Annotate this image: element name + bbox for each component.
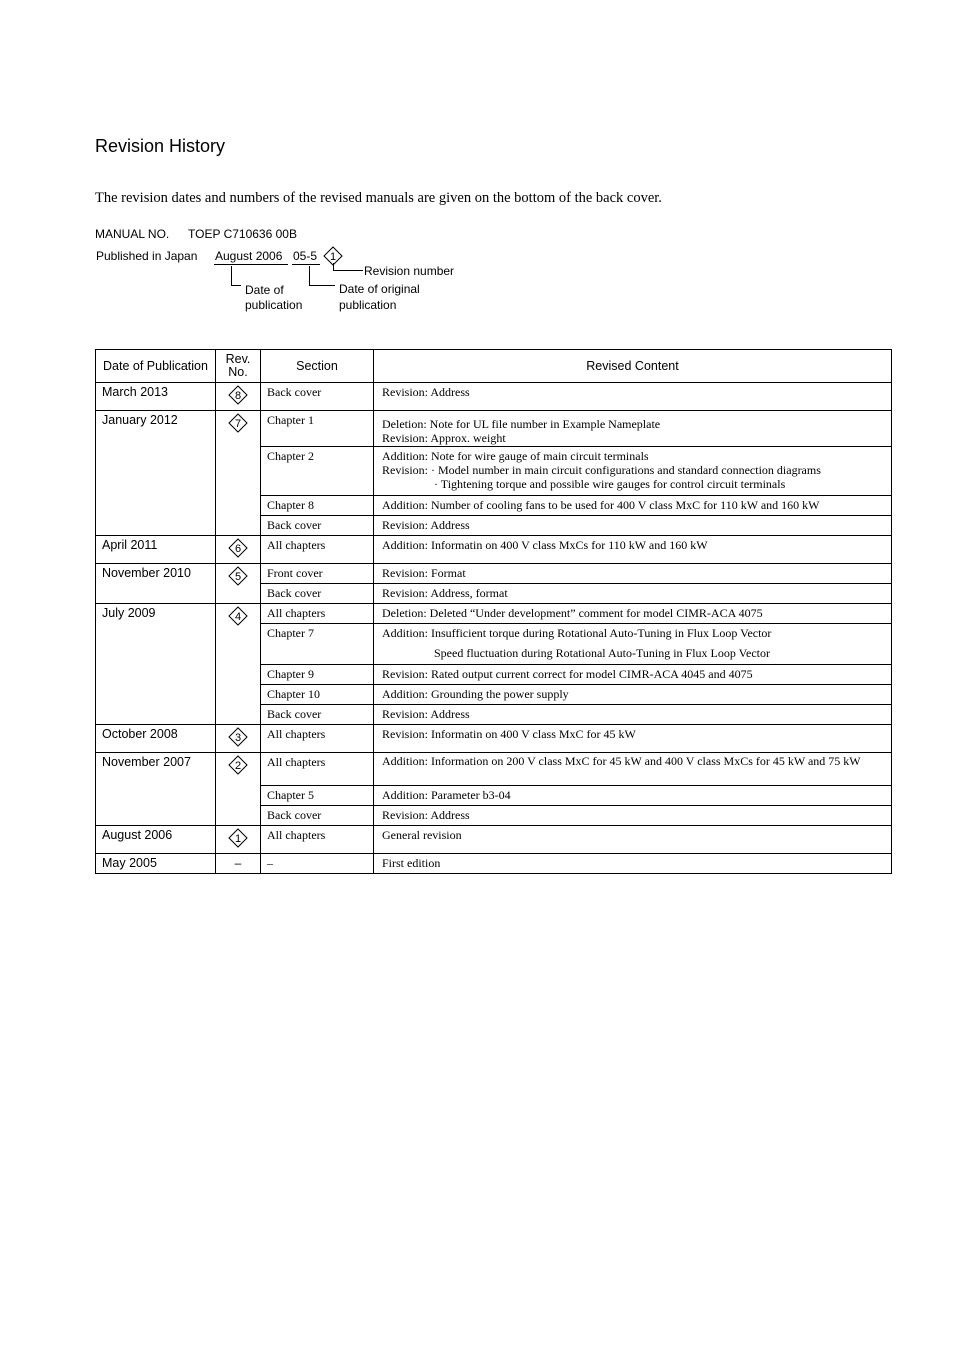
- table-row: [96, 725, 892, 753]
- content-cell: Addition: Number of cooling fans to be used for 400 V class MxC for 110 kW and 160 kW: [374, 496, 892, 516]
- section-cell: Chapter 10: [261, 685, 374, 705]
- table-row: [96, 604, 892, 624]
- date-cell: November 2007: [96, 753, 216, 826]
- content-cell: Revision: Address, format: [374, 584, 892, 604]
- header-rev-2: No.: [228, 365, 248, 379]
- rev-cell: [216, 725, 261, 753]
- published-label: Published in Japan: [96, 249, 198, 263]
- section-cell: Back cover: [261, 806, 374, 826]
- rev-number-connector-h: [333, 270, 363, 271]
- section-cell: All chapters: [261, 826, 374, 854]
- original-connector: [309, 266, 310, 286]
- content-cell: Revision: Address: [374, 516, 892, 536]
- revision-diamond-icon: [228, 755, 248, 775]
- intro-text: The revision dates and numbers of the revised manuals are given on the bottom of the back cover.: [95, 190, 662, 206]
- date-of-original-label-1: Date of original: [339, 282, 420, 296]
- section-cell: Front cover: [261, 564, 374, 584]
- content-cell: Addition: Informatin on 400 V class MxCs for 110 kW and 160 kW: [374, 536, 892, 564]
- svg-text:6: 6: [234, 543, 242, 555]
- table-row: [96, 826, 892, 854]
- date-cell: March 2013: [96, 383, 216, 411]
- content-cell: Deletion: Deleted “Under development” comment for model CIMR-ACA 4075: [374, 604, 892, 624]
- revision-diamond-icon: [228, 385, 248, 405]
- date-connector: [231, 266, 232, 286]
- section-cell: Back cover: [261, 383, 374, 411]
- header-section: Section: [261, 350, 374, 383]
- revision-diamond-icon: [228, 606, 248, 626]
- original-code: 05-5: [293, 249, 318, 263]
- svg-text:2: 2: [234, 760, 242, 772]
- rev-cell: [216, 604, 261, 725]
- rev-cell: [216, 536, 261, 564]
- header-date: Date of Publication: [96, 350, 216, 383]
- content-cell: Addition: Parameter b3-04: [374, 786, 892, 806]
- content-cell: Revision: Rated output current correct for model CIMR-ACA 4045 and 4075: [374, 665, 892, 685]
- rev-cell: [216, 826, 261, 854]
- content-cell: General revision: [374, 826, 892, 854]
- content-cell: Revision: Address: [374, 383, 892, 411]
- original-code-underline: [292, 264, 320, 265]
- revision-table: [95, 349, 892, 874]
- section-cell: Back cover: [261, 705, 374, 725]
- section-cell: Chapter 1: [261, 411, 374, 447]
- section-cell: Back cover: [261, 516, 374, 536]
- manual-no-value: TOEP C710636 00B: [188, 227, 297, 241]
- section-cell: Chapter 7: [261, 624, 374, 665]
- section-cell: All chapters: [261, 753, 374, 786]
- revision-diamond-icon: [228, 727, 248, 747]
- svg-text:1: 1: [234, 833, 242, 845]
- rev-cell: [216, 753, 261, 826]
- rev-cell: [216, 564, 261, 604]
- date-cell: April 2011: [96, 536, 216, 564]
- published-date-underline: [214, 264, 288, 265]
- date-cell: October 2008: [96, 725, 216, 753]
- content-cell: Revision: Address: [374, 806, 892, 826]
- date-cell: July 2009: [96, 604, 216, 725]
- svg-text:3: 3: [234, 732, 242, 744]
- content-cell: Addition: Note for wire gauge of main circuit terminals Revision: · Model number in main circuit configurations and standard connection diagrams · Tightening torque and possible wire gauges for control circuit terminals: [374, 447, 892, 496]
- section-cell: Chapter 8: [261, 496, 374, 516]
- svg-text:4: 4: [234, 611, 242, 623]
- table-header-row: [96, 350, 892, 383]
- revision-diamond-icon: [228, 566, 248, 586]
- date-of-original-label-2: publication: [339, 298, 397, 312]
- section-cell: Back cover: [261, 584, 374, 604]
- rev-cell: [216, 383, 261, 411]
- svg-text:8: 8: [234, 390, 242, 402]
- header-content: Revised Content: [374, 350, 892, 383]
- content-cell: Addition: Grounding the power supply: [374, 685, 892, 705]
- revision-number-label: Revision number: [364, 264, 455, 278]
- revision-symbol-number: 1: [329, 251, 337, 263]
- content-cell: Revision: Informatin on 400 V class MxC for 45 kW: [374, 725, 892, 753]
- section-cell: –: [261, 854, 374, 874]
- content-cell: Addition: Information on 200 V class MxC for 45 kW and 400 V class MxCs for 45 kW and 75 kW: [374, 753, 892, 786]
- table-row: [96, 753, 892, 786]
- table-row: [96, 383, 892, 411]
- published-date: August 2006: [215, 249, 283, 263]
- content-cell: First edition: [374, 854, 892, 874]
- table-row: [96, 854, 892, 874]
- section-cell: Chapter 5: [261, 786, 374, 806]
- content-cell: Revision: Format: [374, 564, 892, 584]
- table-row: [96, 411, 892, 447]
- table-row: [96, 536, 892, 564]
- rev-cell: –: [216, 854, 261, 874]
- date-of-publication-label-1: Date of: [245, 283, 284, 297]
- header-rev: [216, 350, 261, 383]
- header-rev-1: Rev.: [225, 352, 251, 366]
- date-cell: January 2012: [96, 411, 216, 536]
- content-cell: Addition: Insufficient torque during Rotational Auto-Tuning in Flux Loop Vector Speed fluctuation during Rotational Auto-Tuning in Flux Loop Vector: [374, 624, 892, 665]
- manual-no-label: MANUAL NO.: [95, 227, 170, 241]
- svg-text:7: 7: [234, 418, 242, 430]
- date-cell: November 2010: [96, 564, 216, 604]
- rev-cell: [216, 411, 261, 536]
- section-cell: All chapters: [261, 725, 374, 753]
- page-title: Revision History: [95, 136, 226, 156]
- date-cell: August 2006: [96, 826, 216, 854]
- content-cell: Revision: Address: [374, 705, 892, 725]
- section-cell: All chapters: [261, 604, 374, 624]
- revision-diamond-icon: [228, 538, 248, 558]
- section-cell: Chapter 2: [261, 447, 374, 496]
- content-cell: Deletion: Note for UL file number in Example Nameplate Revision: Approx. weight: [374, 411, 892, 447]
- revision-diamond-icon: [228, 413, 248, 433]
- svg-text:5: 5: [234, 571, 242, 583]
- date-of-publication-label-2: publication: [245, 298, 303, 312]
- section-cell: Chapter 9: [261, 665, 374, 685]
- table-row: [96, 564, 892, 584]
- revision-diamond-icon: [228, 828, 248, 848]
- date-connector-h: [231, 285, 241, 286]
- original-connector-h: [309, 285, 335, 286]
- section-cell: All chapters: [261, 536, 374, 564]
- date-cell: May 2005: [96, 854, 216, 874]
